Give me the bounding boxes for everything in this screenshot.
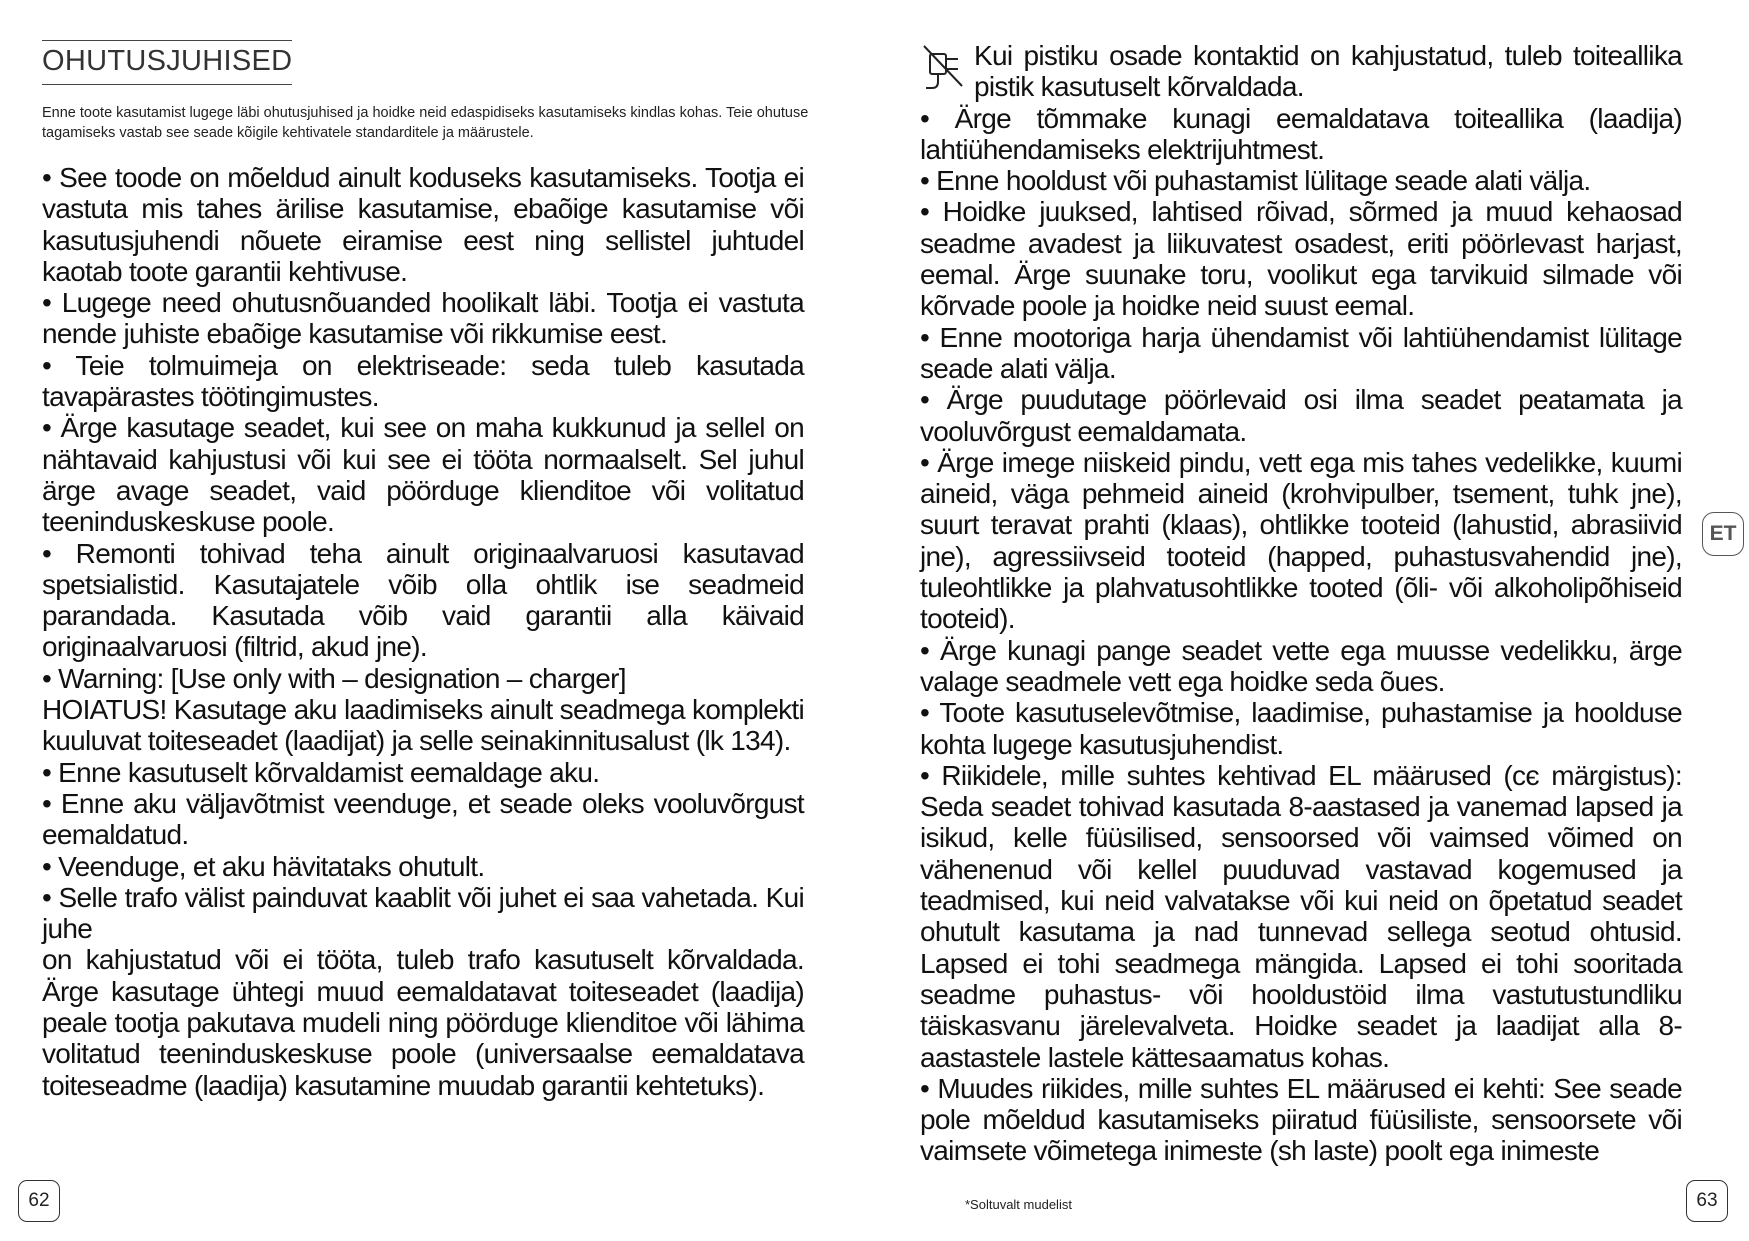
safety-paragraph: on kahjustatud või ei tööta, tuleb trafo kasutuselt kõrvaldada. Ärge kasutage ühtegi muud eemaldatavat toiteseadet (laadija) peale tootja pakutava mudeli ning pöörduge klienditoe või lähima volitatud teeninduskeskuse poole (universaalse eemaldatava toiteseadme (laadija) kasutamine muudab garantii kehtetuks).	[42, 944, 804, 1101]
footnote: *Soltuvalt mudelist	[965, 1197, 1072, 1212]
safety-paragraph: • Veenduge, et aku hävitataks ohutult.	[42, 850, 485, 882]
safety-paragraph: • Enne aku väljavõtmist veenduge, et seade oleks vooluvõrgust eemaldatud.	[42, 787, 804, 851]
safety-paragraph: • Ärge puudutage pöörlevaid osi ilma seadet peatamata ja vooluvõrgust eemaldamata.	[920, 384, 1682, 447]
safety-paragraph: • Riikidele, mille suhtes kehtivad EL määrused (cє märgistus): Seda seadet tohivad kasutada 8-aastased ja vanemad lapsed ja isikud, kelle füüsilised, sensoorsed või vaimsed võimed on vähenenud või kellel puuduvad vastavad kogemused ja teadmised, kui neid valvatakse või kui neid on õpetatud seadet ohutult kasutama ja nad tunnevad sellega seotud ohtusid. Lapsed ei tohi seadmega mängida. Lapsed ei tohi sooritada seadme puhastus- või hooldustöid ilma vastutustundliku täiskasvanu järelevalveta. Hoidke seadet ja laadijat alla 8-aastastele lastele kättesaamatus kohas.	[920, 759, 1682, 1073]
plug-warning-text: Kui pistiku osade kontaktid on kahjustatud, tuleb toiteallika pistik kasutuselt kõrvaldada.	[974, 40, 1682, 103]
damaged-plug-icon	[920, 42, 966, 92]
language-badge: ET	[1702, 512, 1744, 556]
safety-paragraph: • Warning: [Use only with – designation – charger]	[42, 662, 626, 694]
plug-warning-paragraph	[920, 40, 1682, 103]
safety-paragraph: • Enne hooldust või puhastamist lülitage seade alati välja.	[920, 165, 1591, 197]
safety-paragraph: • Enne kasutuselt kõrvaldamist eemaldage aku.	[42, 756, 600, 788]
safety-paragraph: • Ärge kasutage seadet, kui see on maha kukkunud ja sellel on nähtavaid kahjustusi või kui see ei tööta normaalselt. Sel juhul ärge avage seadet, vaid pöörduge klienditoe või volitatud teeninduskeskuse poole.	[42, 412, 804, 538]
left-body-column	[42, 162, 804, 1101]
safety-paragraph: • Ärge kunagi pange seadet vette ega muusse vedelikku, ärge valage seadmele vett ega hoidke seda õues.	[920, 634, 1682, 697]
right-body-column	[920, 40, 1682, 1167]
safety-paragraph: • See toode on mõeldud ainult koduseks kasutamiseks. Tootja ei vastuta mis tahes ärilise kasutamise, ebaõige kasutamise või kasutusjuhendi nõuete eiramise eest ning sellistel juhtudel kaotab toote garantii kehtivuse.	[42, 162, 804, 287]
page-number-left: 62	[18, 1180, 60, 1222]
page-number-right: 63	[1686, 1180, 1728, 1222]
safety-paragraph: • Teie tolmuimeja on elektriseade: seda tuleb kasutada tavapärastes töötingimustes.	[42, 349, 804, 413]
safety-paragraph: • Muudes riikides, mille suhtes EL määrused ei kehti: See seade pole mõeldud kasutamiseks piiratud füüsiliste, sensoorsete või vaimsete võimetega inimeste (sh laste) poolt ega inimeste	[920, 1072, 1682, 1167]
safety-paragraph: • Ärge tõmmake kunagi eemaldatava toiteallika (laadija) lahtiühendamiseks elektrijuhtmest.	[920, 102, 1682, 165]
safety-paragraph: • Enne mootoriga harja ühendamist või lahtiühendamist lülitage seade alati välja.	[920, 321, 1682, 384]
safety-paragraph: • Hoidke juuksed, lahtised rõivad, sõrmed ja muud kehaosad seadme avadest ja liikuvatest osadest, eriti pöörlevast harjast, eemal. Ärge suunake toru, voolikut ega tarvikuid silmade või kõrvade poole ja hoidke neid suust eemal.	[920, 196, 1682, 322]
safety-paragraph: • Toote kasutuselevõtmise, laadimise, puhastamise ja hoolduse kohta lugege kasutusjuhendist.	[920, 697, 1682, 760]
intro-text: Enne toote kasutamist lugege läbi ohutusjuhised ja hoidke neid edaspidiseks kasutamiseks kindlas kohas. Teie ohutuse tagamiseks vastab see seade kõigile kehtivatele standarditele ja määrustele.	[42, 105, 809, 141]
safety-paragraph: • Lugege need ohutusnõuanded hoolikalt läbi. Tootja ei vastuta nende juhiste ebaõige kasutamise või rikkumise eest.	[42, 287, 804, 350]
right-page	[874, 0, 1749, 1241]
left-page	[0, 0, 874, 1241]
safety-paragraph: HOIATUS! Kasutage aku laadimiseks ainult seadmega komplekti kuuluvat toiteseadet (laadijat) ja selle seinakinnitusalust (lk 134).	[42, 694, 804, 757]
safety-paragraph: • Ärge imege niiskeid pindu, vett ega mis tahes vedelikke, kuumi aineid, väga pehmeid aineid (krohvipulber, tsement, tuhk jne), suurt teravat prahti (klaas), ohtlikke tooteid (lahustid, abrasiivid jne), agressiivseid tooteid (happed, puhastusvahendid jne), tuleohtlikke ja plahvatusohtlikke tooted (õli- või alkoholipõhiseid tooteid).	[920, 446, 1682, 635]
safety-paragraph: • Selle trafo välist painduvat kaablit või juhet ei saa vahetada. Kui juhe	[42, 881, 804, 945]
section-title: OHUTUSJUHISED	[42, 40, 292, 85]
safety-paragraph: • Remonti tohivad teha ainult originaalvaruosi kasutavad spetsialistid. Kasutajatele võib olla ohtlik ise seadmeid parandada. Kasutada võib vaid garantii alla käivaid originaalvaruosi (filtrid, akud jne).	[42, 537, 804, 663]
